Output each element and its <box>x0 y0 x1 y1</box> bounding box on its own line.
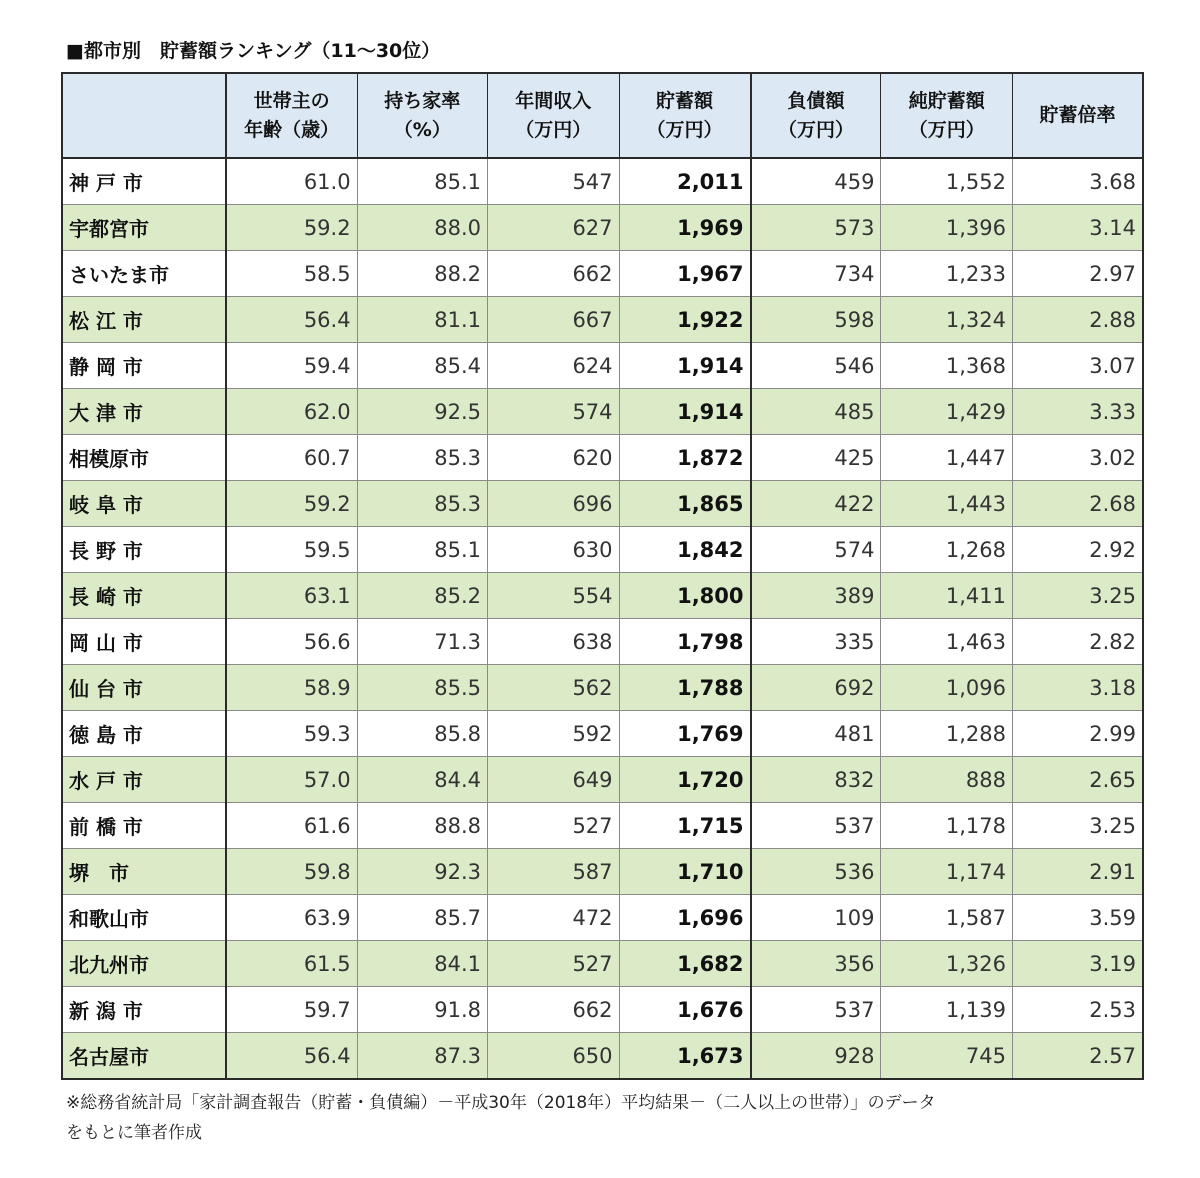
cell-city: 神 戸 市 <box>62 158 226 205</box>
cell-net-savings: 1,288 <box>881 711 1012 757</box>
cell-homeownership: 85.2 <box>357 573 487 619</box>
table-row <box>62 435 1143 481</box>
cell-age: 56.4 <box>226 297 357 343</box>
cell-savings-ratio: 3.02 <box>1012 435 1143 481</box>
cell-savings: 1,788 <box>619 665 750 711</box>
cell-savings-ratio: 2.88 <box>1012 297 1143 343</box>
cell-debt: 389 <box>751 573 881 619</box>
header-savings-ratio: 貯蓄倍率 <box>1012 73 1143 158</box>
cell-homeownership: 91.8 <box>357 987 487 1033</box>
cell-savings-ratio: 3.18 <box>1012 665 1143 711</box>
cell-city: 堺 市 <box>62 849 226 895</box>
cell-net-savings: 1,174 <box>881 849 1012 895</box>
cell-debt: 356 <box>751 941 881 987</box>
cell-city: 静 岡 市 <box>62 343 226 389</box>
table-row <box>62 987 1143 1033</box>
cell-homeownership: 85.8 <box>357 711 487 757</box>
cell-net-savings: 1,411 <box>881 573 1012 619</box>
cell-savings: 1,676 <box>619 987 750 1033</box>
cell-annual-income: 547 <box>488 158 619 205</box>
cell-city: 徳 島 市 <box>62 711 226 757</box>
cell-age: 56.6 <box>226 619 357 665</box>
cell-debt: 335 <box>751 619 881 665</box>
cell-net-savings: 1,268 <box>881 527 1012 573</box>
cell-age: 63.1 <box>226 573 357 619</box>
cell-homeownership: 87.3 <box>357 1033 487 1080</box>
table-title: ■都市別 貯蓄額ランキング（11～30位） <box>66 40 441 62</box>
cell-homeownership: 81.1 <box>357 297 487 343</box>
cell-savings: 1,922 <box>619 297 750 343</box>
cell-savings: 1,914 <box>619 389 750 435</box>
cell-annual-income: 587 <box>488 849 619 895</box>
cell-annual-income: 650 <box>488 1033 619 1080</box>
cell-debt: 485 <box>751 389 881 435</box>
cell-debt: 109 <box>751 895 881 941</box>
cell-net-savings: 1,429 <box>881 389 1012 435</box>
cell-city: 宇都宮市 <box>62 205 226 251</box>
cell-savings-ratio: 2.82 <box>1012 619 1143 665</box>
cell-age: 59.3 <box>226 711 357 757</box>
cell-age: 61.6 <box>226 803 357 849</box>
cell-debt: 425 <box>751 435 881 481</box>
cell-net-savings: 1,096 <box>881 665 1012 711</box>
cell-homeownership: 85.7 <box>357 895 487 941</box>
cell-city: 和歌山市 <box>62 895 226 941</box>
cell-annual-income: 649 <box>488 757 619 803</box>
header-savings: 貯蓄額 （万円） <box>619 73 750 158</box>
cell-annual-income: 667 <box>488 297 619 343</box>
cell-net-savings: 1,463 <box>881 619 1012 665</box>
cell-city: 岐 阜 市 <box>62 481 226 527</box>
cell-net-savings: 1,139 <box>881 987 1012 1033</box>
cell-debt: 537 <box>751 803 881 849</box>
cell-age: 58.9 <box>226 665 357 711</box>
cell-savings-ratio: 2.91 <box>1012 849 1143 895</box>
cell-city: 北九州市 <box>62 941 226 987</box>
cell-annual-income: 624 <box>488 343 619 389</box>
cell-savings: 1,673 <box>619 1033 750 1080</box>
cell-savings: 1,715 <box>619 803 750 849</box>
table-row <box>62 941 1143 987</box>
cell-savings: 1,842 <box>619 527 750 573</box>
cell-city: さいたま市 <box>62 251 226 297</box>
cell-debt: 536 <box>751 849 881 895</box>
cell-annual-income: 638 <box>488 619 619 665</box>
cell-savings: 1,720 <box>619 757 750 803</box>
table-row <box>62 389 1143 435</box>
cell-debt: 573 <box>751 205 881 251</box>
cell-savings-ratio: 2.68 <box>1012 481 1143 527</box>
cell-annual-income: 472 <box>488 895 619 941</box>
cell-homeownership: 88.8 <box>357 803 487 849</box>
table-row <box>62 803 1143 849</box>
cell-city: 大 津 市 <box>62 389 226 435</box>
cell-annual-income: 527 <box>488 803 619 849</box>
cell-age: 61.5 <box>226 941 357 987</box>
cell-net-savings: 1,443 <box>881 481 1012 527</box>
cell-annual-income: 662 <box>488 987 619 1033</box>
cell-homeownership: 84.1 <box>357 941 487 987</box>
cell-net-savings: 1,326 <box>881 941 1012 987</box>
cell-annual-income: 554 <box>488 573 619 619</box>
cell-age: 58.5 <box>226 251 357 297</box>
cell-savings-ratio: 2.92 <box>1012 527 1143 573</box>
cell-savings: 1,969 <box>619 205 750 251</box>
cell-net-savings: 1,447 <box>881 435 1012 481</box>
header-annual-income: 年間収入 （万円） <box>488 73 619 158</box>
cell-debt: 537 <box>751 987 881 1033</box>
cell-savings: 1,696 <box>619 895 750 941</box>
table-row <box>62 573 1143 619</box>
cell-city: 前 橋 市 <box>62 803 226 849</box>
cell-debt: 598 <box>751 297 881 343</box>
cell-savings-ratio: 3.33 <box>1012 389 1143 435</box>
cell-savings-ratio: 3.25 <box>1012 803 1143 849</box>
cell-savings-ratio: 3.68 <box>1012 158 1143 205</box>
cell-savings: 1,967 <box>619 251 750 297</box>
cell-savings-ratio: 2.97 <box>1012 251 1143 297</box>
cell-age: 62.0 <box>226 389 357 435</box>
cell-city: 水 戸 市 <box>62 757 226 803</box>
cell-age: 60.7 <box>226 435 357 481</box>
table-row <box>62 895 1143 941</box>
cell-city: 相模原市 <box>62 435 226 481</box>
cell-homeownership: 92.5 <box>357 389 487 435</box>
cell-age: 61.0 <box>226 158 357 205</box>
header-net-savings: 純貯蓄額 （万円） <box>881 73 1012 158</box>
cell-age: 63.9 <box>226 895 357 941</box>
cell-debt: 546 <box>751 343 881 389</box>
cell-net-savings: 1,552 <box>881 158 1012 205</box>
cell-debt: 734 <box>751 251 881 297</box>
table-row <box>62 343 1143 389</box>
cell-homeownership: 84.4 <box>357 757 487 803</box>
cell-city: 松 江 市 <box>62 297 226 343</box>
cell-homeownership: 85.3 <box>357 481 487 527</box>
cell-city: 名古屋市 <box>62 1033 226 1080</box>
table-row <box>62 251 1143 297</box>
cell-city: 長 野 市 <box>62 527 226 573</box>
cell-homeownership: 92.3 <box>357 849 487 895</box>
cell-age: 59.2 <box>226 481 357 527</box>
table-row <box>62 619 1143 665</box>
cell-annual-income: 562 <box>488 665 619 711</box>
cell-homeownership: 85.1 <box>357 158 487 205</box>
cell-homeownership: 88.2 <box>357 251 487 297</box>
cell-annual-income: 630 <box>488 527 619 573</box>
cell-debt: 832 <box>751 757 881 803</box>
cell-savings: 1,914 <box>619 343 750 389</box>
cell-net-savings: 1,368 <box>881 343 1012 389</box>
cell-net-savings: 1,324 <box>881 297 1012 343</box>
cell-savings-ratio: 3.59 <box>1012 895 1143 941</box>
cell-age: 59.4 <box>226 343 357 389</box>
cell-annual-income: 696 <box>488 481 619 527</box>
source-note <box>66 1088 1156 1148</box>
table-row <box>62 297 1143 343</box>
cell-age: 59.7 <box>226 987 357 1033</box>
cell-annual-income: 662 <box>488 251 619 297</box>
cell-savings-ratio: 3.14 <box>1012 205 1143 251</box>
table-row <box>62 665 1143 711</box>
cell-savings-ratio: 2.99 <box>1012 711 1143 757</box>
cell-net-savings: 745 <box>881 1033 1012 1080</box>
cell-annual-income: 527 <box>488 941 619 987</box>
cell-homeownership: 88.0 <box>357 205 487 251</box>
table-row <box>62 1033 1143 1080</box>
table-row <box>62 158 1143 205</box>
cell-debt: 481 <box>751 711 881 757</box>
cell-savings-ratio: 2.65 <box>1012 757 1143 803</box>
cell-age: 59.5 <box>226 527 357 573</box>
cell-savings: 1,710 <box>619 849 750 895</box>
cell-savings-ratio: 3.19 <box>1012 941 1143 987</box>
source-note-line2: をもとに筆者作成 <box>66 1123 202 1143</box>
cell-debt: 422 <box>751 481 881 527</box>
cell-age: 59.2 <box>226 205 357 251</box>
cell-savings: 1,800 <box>619 573 750 619</box>
table-row <box>62 481 1143 527</box>
cell-annual-income: 627 <box>488 205 619 251</box>
cell-annual-income: 592 <box>488 711 619 757</box>
cell-savings-ratio: 2.57 <box>1012 1033 1143 1080</box>
cell-debt: 928 <box>751 1033 881 1080</box>
cell-savings: 1,798 <box>619 619 750 665</box>
cell-city: 岡 山 市 <box>62 619 226 665</box>
cell-age: 56.4 <box>226 1033 357 1080</box>
cell-savings: 2,011 <box>619 158 750 205</box>
cell-savings: 1,682 <box>619 941 750 987</box>
cell-city: 仙 台 市 <box>62 665 226 711</box>
cell-net-savings: 888 <box>881 757 1012 803</box>
cell-homeownership: 71.3 <box>357 619 487 665</box>
table-row <box>62 757 1143 803</box>
cell-homeownership: 85.3 <box>357 435 487 481</box>
cell-debt: 574 <box>751 527 881 573</box>
header-homeownership: 持ち家率 （%） <box>357 73 487 158</box>
cell-homeownership: 85.1 <box>357 527 487 573</box>
cell-age: 59.8 <box>226 849 357 895</box>
cell-net-savings: 1,178 <box>881 803 1012 849</box>
savings-ranking-table <box>61 72 1144 1080</box>
table-row <box>62 205 1143 251</box>
cell-savings: 1,865 <box>619 481 750 527</box>
header-row <box>62 73 1143 158</box>
header-age: 世帯主の 年齢（歳） <box>226 73 357 158</box>
cell-debt: 459 <box>751 158 881 205</box>
cell-savings: 1,872 <box>619 435 750 481</box>
table-row <box>62 527 1143 573</box>
table-row <box>62 711 1143 757</box>
cell-net-savings: 1,233 <box>881 251 1012 297</box>
cell-city: 新 潟 市 <box>62 987 226 1033</box>
cell-savings-ratio: 3.25 <box>1012 573 1143 619</box>
cell-net-savings: 1,587 <box>881 895 1012 941</box>
cell-net-savings: 1,396 <box>881 205 1012 251</box>
header-city <box>62 73 226 158</box>
cell-age: 57.0 <box>226 757 357 803</box>
source-note-line1: ※総務省統計局「家計調査報告（貯蓄・負債編）－平成30年（2018年）平均結果－（二人以上の世帯）」のデータ <box>66 1093 936 1113</box>
cell-savings-ratio: 3.07 <box>1012 343 1143 389</box>
cell-annual-income: 574 <box>488 389 619 435</box>
cell-savings: 1,769 <box>619 711 750 757</box>
cell-annual-income: 620 <box>488 435 619 481</box>
header-debt: 負債額 （万円） <box>751 73 881 158</box>
cell-homeownership: 85.4 <box>357 343 487 389</box>
cell-savings-ratio: 2.53 <box>1012 987 1143 1033</box>
table-row <box>62 849 1143 895</box>
cell-city: 長 崎 市 <box>62 573 226 619</box>
cell-debt: 692 <box>751 665 881 711</box>
cell-homeownership: 85.5 <box>357 665 487 711</box>
